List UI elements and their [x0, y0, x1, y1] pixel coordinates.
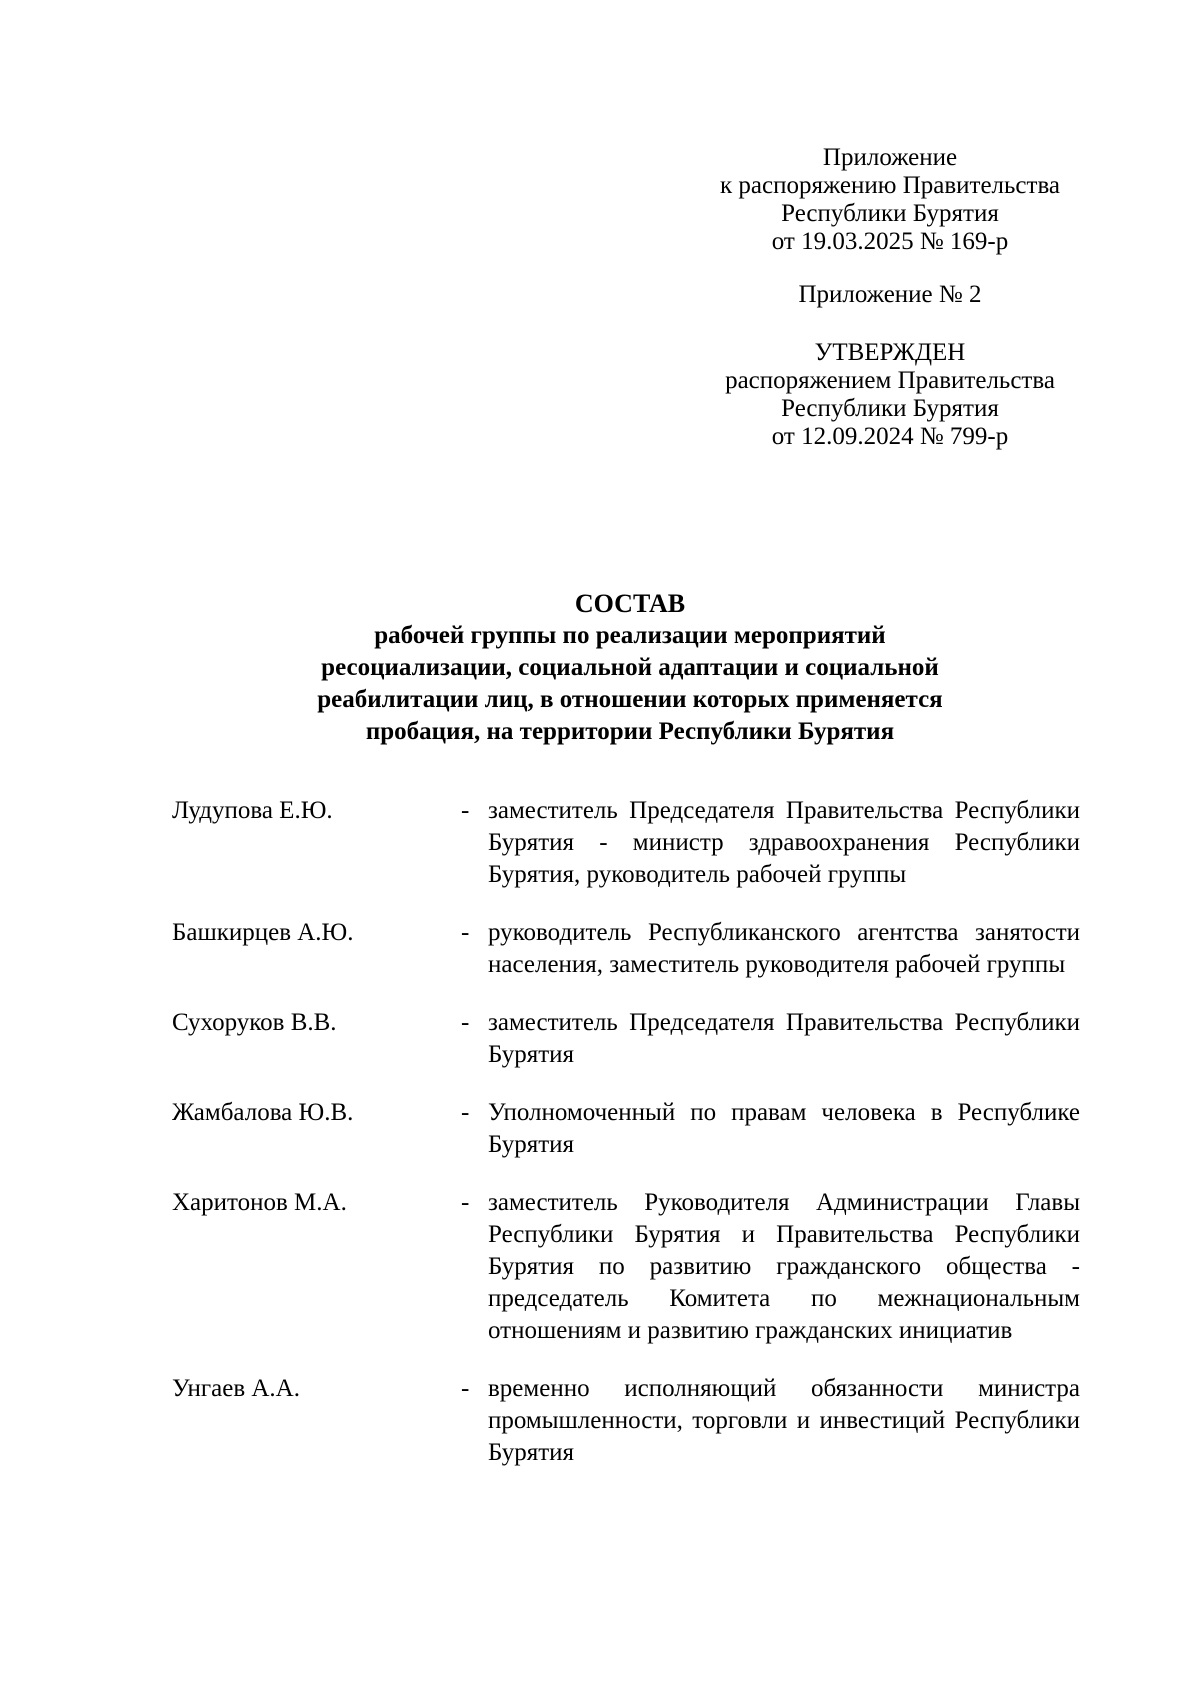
title-subtitle-line: рабочей группы по реализации мероприятий — [374, 622, 886, 649]
member-dash: - — [461, 919, 470, 946]
member-entry — [172, 1097, 1080, 1161]
appendix-header — [720, 144, 1060, 256]
member-entry — [172, 1373, 1080, 1469]
approved-header — [720, 339, 1060, 451]
member-name: Сухоруков В.В. — [172, 1009, 337, 1036]
member-name: Жамбалова Ю.В. — [172, 1099, 354, 1126]
appendix-line: Республики Бурятия — [781, 200, 999, 227]
approved-line: распоряжением Правительства — [725, 367, 1055, 394]
member-dash: - — [461, 1375, 470, 1402]
document-title — [120, 588, 1140, 748]
member-role: временно исполняющий обязанности министра промышленности, торговли и инвестиций Республики Бурятия — [488, 1375, 1080, 1466]
member-name: Лудупова Е.Ю. — [172, 797, 333, 824]
title-main: СОСТАВ — [574, 589, 686, 618]
title-subtitle-line: ресоциализации, социальной адаптации и социальной — [321, 654, 939, 681]
appendix-line: Приложение — [822, 144, 958, 171]
approved-line: Республики Бурятия — [781, 395, 999, 422]
member-entry — [172, 795, 1080, 891]
appendix-date-line: от 19.03.2025 № 169-р — [771, 228, 1009, 255]
member-role: заместитель Председателя Правительства Республики Бурятия - министр здравоохранения Республики Бурятия, руководитель рабочей группы — [488, 797, 1080, 888]
members-list — [172, 795, 1080, 1495]
appendix-line: к распоряжению Правительства — [720, 172, 1061, 199]
appendix-number — [720, 281, 1060, 309]
member-name: Башкирцев А.Ю. — [172, 919, 354, 946]
member-role: заместитель Руководителя Администрации Главы Республики Бурятия и Правительства Республики Бурятия по развитию гражданского общества - председатель Комитета по межнациональным отношениям и развитию гражданских инициатив — [488, 1189, 1080, 1344]
title-subtitle-line: пробация, на территории Республики Бурятия — [365, 718, 895, 745]
approved-date-line: от 12.09.2024 № 799-р — [771, 423, 1009, 450]
member-name: Харитонов М.А. — [172, 1189, 347, 1216]
member-dash: - — [461, 1009, 470, 1036]
member-name: Унгаев А.А. — [172, 1375, 300, 1402]
title-subtitle-line: реабилитации лиц, в отношении которых применяется — [317, 686, 943, 713]
member-entry — [172, 1187, 1080, 1347]
member-role: заместитель Председателя Правительства Республики Бурятия — [488, 1009, 1080, 1068]
member-dash: - — [461, 797, 470, 824]
member-entry — [172, 917, 1080, 981]
member-role: Уполномоченный по правам человека в Республике Бурятия — [488, 1099, 1080, 1158]
member-entry — [172, 1007, 1080, 1071]
member-dash: - — [461, 1189, 470, 1216]
member-role: руководитель Республиканского агентства занятости населения, заместитель руководителя рабочей группы — [488, 919, 1080, 978]
appendix-number-text: Приложение № 2 — [798, 281, 982, 308]
member-dash: - — [461, 1099, 470, 1126]
approved-line: УТВЕРЖДЕН — [814, 339, 966, 366]
